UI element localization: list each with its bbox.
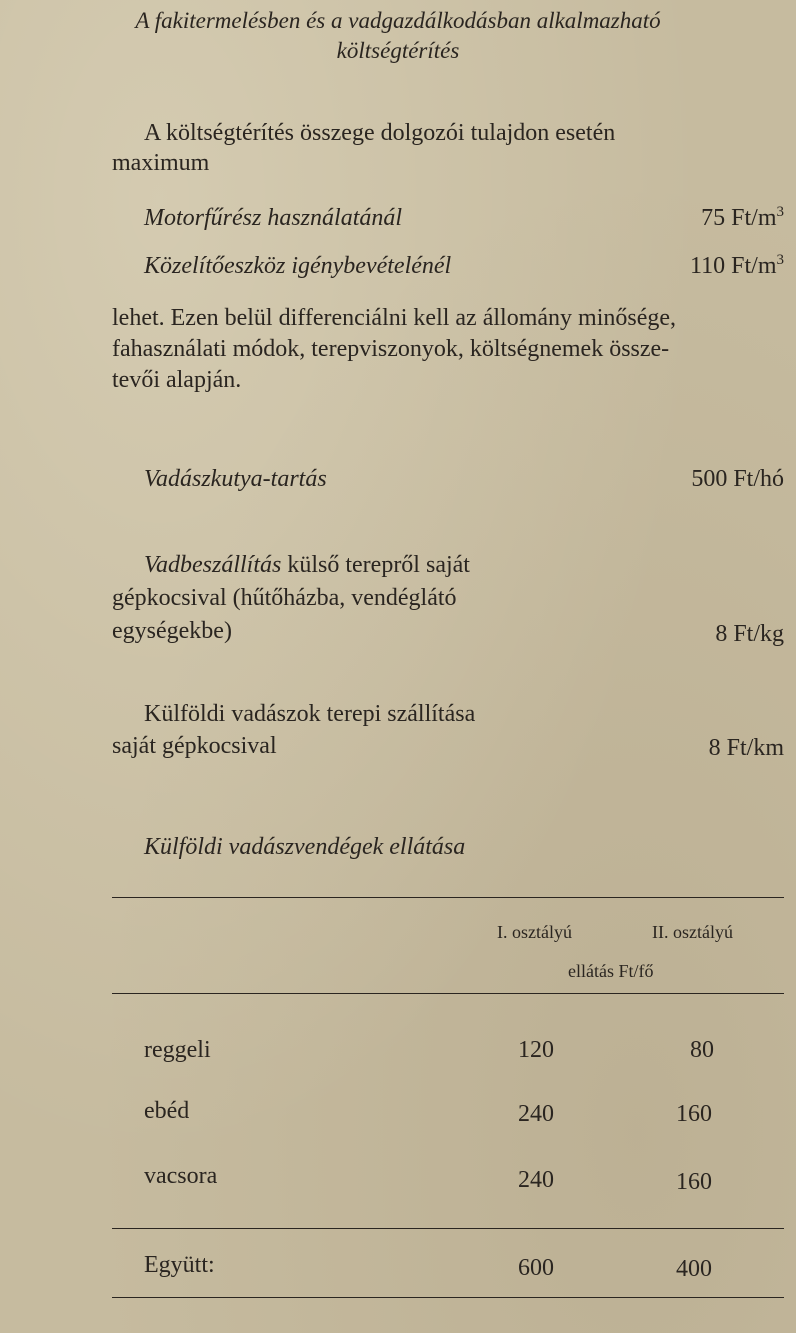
rate-label-chainsaw: Motorfűrész használatánál bbox=[144, 205, 403, 231]
hunter-transport-line-1: Külföldi vadászok terepi szállítása bbox=[144, 701, 476, 727]
table-subheader: ellátás Ft/fő bbox=[568, 961, 654, 981]
rate-value-chainsaw: 75 $Ft/m^3$ bbox=[701, 204, 784, 231]
note-line-2: fahasználati módok, terepviszonyok, költségnemek össze- bbox=[112, 336, 670, 362]
game-transport-line-1: Vadbeszállítás külső terepről saját bbox=[144, 552, 470, 578]
note-line-1: lehet. Ezen belül differenciálni kell az állomány minősége, bbox=[112, 305, 676, 331]
rate-label-skidder: Közelítőeszköz igénybevételénél bbox=[144, 253, 452, 279]
table-row-c2: 160 bbox=[676, 1169, 712, 1195]
table-header-col-2: II. osztályú bbox=[652, 922, 733, 942]
table-row-c2: 80 bbox=[690, 1037, 714, 1063]
table-row-c1: 240 bbox=[518, 1101, 554, 1127]
table-header-col-1: I. osztályú bbox=[497, 922, 572, 942]
dog-value: 500 Ft/hó bbox=[691, 466, 784, 492]
hunter-transport-line-2: saját gépkocsival bbox=[112, 733, 277, 759]
table-row-meal: vacsora bbox=[144, 1163, 218, 1189]
rate-value-skidder: 110 $Ft/m^3$ bbox=[690, 252, 784, 279]
table-row-c2: 160 bbox=[676, 1101, 712, 1127]
table-row-meal: ebéd bbox=[144, 1098, 190, 1124]
title-line-2: költségtérítés bbox=[336, 38, 460, 63]
table-total-c2: 400 bbox=[676, 1256, 712, 1282]
game-transport-line-2: gépkocsival (hűtőházba, vendéglátó bbox=[112, 585, 457, 611]
table-bottom-rule bbox=[112, 1297, 784, 1298]
game-transport-line-3: egységekbe) bbox=[112, 618, 232, 644]
title-line-1: A fakitermelésben és a vadgazdálkodásban alkalmazható bbox=[135, 8, 661, 33]
intro-line-1: A költségtérítés összege dolgozói tulajdon esetén bbox=[144, 120, 616, 146]
table-row-meal: reggeli bbox=[144, 1037, 211, 1063]
table-total-rule bbox=[112, 1228, 784, 1229]
intro-line-2: maximum bbox=[112, 150, 210, 176]
table-top-rule bbox=[112, 897, 784, 898]
game-transport-value: 8 Ft/kg bbox=[715, 621, 784, 647]
table-row-c1: 240 bbox=[518, 1167, 554, 1193]
table-header-rule bbox=[112, 993, 784, 994]
note-line-3: tevői alapján. bbox=[112, 367, 242, 393]
table-row-c1: 120 bbox=[518, 1037, 554, 1063]
table-total-label: Együtt: bbox=[144, 1252, 215, 1278]
catering-heading: Külföldi vadászvendégek ellátása bbox=[144, 834, 466, 860]
dog-label: Vadászkutya-tartás bbox=[144, 466, 327, 492]
hunter-transport-value: 8 Ft/km bbox=[708, 735, 784, 761]
table-total-c1: 600 bbox=[518, 1255, 554, 1281]
